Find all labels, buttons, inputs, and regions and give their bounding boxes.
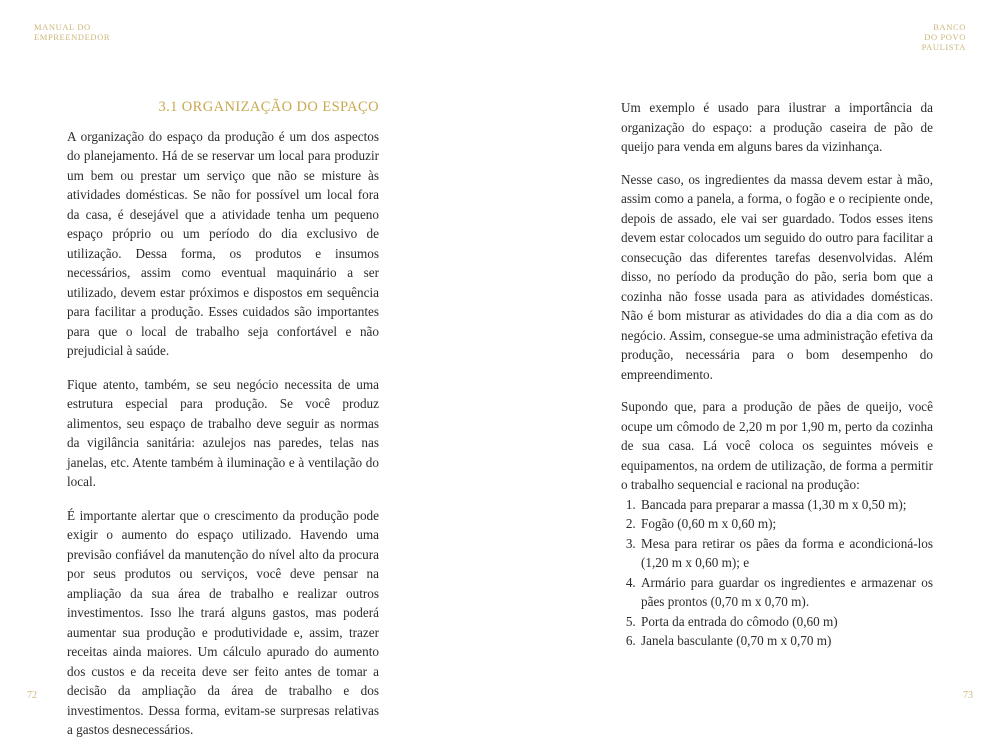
right-page-column — [621, 98, 933, 651]
page-number-left: 72 — [27, 690, 37, 701]
running-head-left — [34, 22, 110, 42]
body-paragraph: A organização do espaço da produção é um dos aspectos do planejamento. Há de se reservar um local para produzir um bem ou prestar um serviço que não se misture às atividades domésticas. Se não for possível um local fora da casa, é desejável que a atividade tenha um pequeno espaço próprio ou um período do dia exclusivo de utilização. Dessa forma, os produtos e insumos necessários, assim como eventual maquinário a ser utilizado, devem estar próximos e dispostos em sequência para facilitar a produção. Esses cuidados são importantes para que o local de trabalho seja confortável e não prejudicial à saúde. — [67, 128, 379, 358]
list-item: 2. Fogão (0,60 m x 0,60 m); — [639, 514, 933, 534]
list-item: 1. Bancada para preparar a massa (1,30 m x 0,50 m); — [639, 495, 933, 515]
equipment-list — [621, 495, 933, 651]
section-title: 3.1 ORGANIZAÇÃO DO ESPAÇO — [158, 99, 379, 115]
body-paragraph: Um exemplo é usado para ilustrar a importância da organização do espaço: a produção caseira de pão de queijo para venda em alguns bares da vizinhança. — [621, 100, 933, 154]
left-page-column — [67, 98, 379, 754]
list-item: 5. Porta da entrada do cômodo (0,60 m) — [639, 612, 933, 632]
running-head-right — [922, 22, 966, 52]
list-item: 6. Janela basculante (0,70 m x 0,70 m) — [639, 631, 933, 651]
body-paragraph: Fique atento, também, se seu negócio necessita de uma estrutura especial para produção. Se você produz alimentos, seu espaço de trabalho deve seguir as normas da vigilância sanitária: azulejos nas paredes, telas nas janelas, etc. Atente também à iluminação e à ventilação do local. — [67, 376, 379, 489]
body-paragraph: É importante alertar que o crescimento da produção pode exigir o aumento do espaço utilizado. Havendo uma previsão confiável da manutenção do nível alto da procura por seus produtos ou serviços, você deve pensar na ampliação da sua área de trabalho e realizar outros investimentos. Isso lhe trará alguns gastos, mas poderá aumentar sua produção e produtividade e, assim, trazer receitas ainda maiores. Um cálculo apurado do aumento dos custos e da receita deve ser feito antes de tomar a decisão da ampliação da área de trabalho e dos investimentos. Dessa forma, evitam-se surpresas relativas a gastos desnecessários. — [67, 507, 379, 737]
page-number-right: 73 — [963, 690, 973, 701]
running-head-left-line: MANUAL DO — [34, 22, 91, 32]
running-head-right-line: PAULISTA — [921, 42, 966, 52]
running-head-right-line: BANCO — [933, 22, 966, 32]
body-paragraph: Supondo que, para a produção de pães de queijo, você ocupe um cômodo de 2,20 m por 1,90 m, perto da cozinha de sua casa. Lá você coloca os seguintes móveis e equipamentos, na ordem de utilização, de forma a permitir o trabalho sequencial e racional na produção: — [621, 399, 933, 492]
list-item: 3. Mesa para retirar os pães da forma e acondicioná-los (1,20 m x 0,60 m); e — [639, 534, 933, 573]
running-head-right-line: DO POVO — [924, 32, 966, 42]
list-item: 4. Armário para guardar os ingredientes e armazenar os pães prontos (0,70 m x 0,70 m). — [639, 573, 933, 612]
running-head-left-line: EMPREENDEDOR — [34, 32, 111, 42]
body-paragraph: Nesse caso, os ingredientes da massa devem estar à mão, assim como a panela, a forma, o fogão e o recipiente onde, depois de assado, ele vai ser guardado. Todos esses itens devem estar colocados um seguido do outro para facilitar a consecução das diferentes tarefas desenvolvidas. Além disso, no período da produção do pão, seria bom que a cozinha não fosse usada para as atividades domésticas. Não é bom misturar as atividades do dia a dia com as do negócio. Assim, consegue-se uma administração efetiva da produção, necessária para o bom desempenho do empreendimento. — [621, 171, 933, 382]
